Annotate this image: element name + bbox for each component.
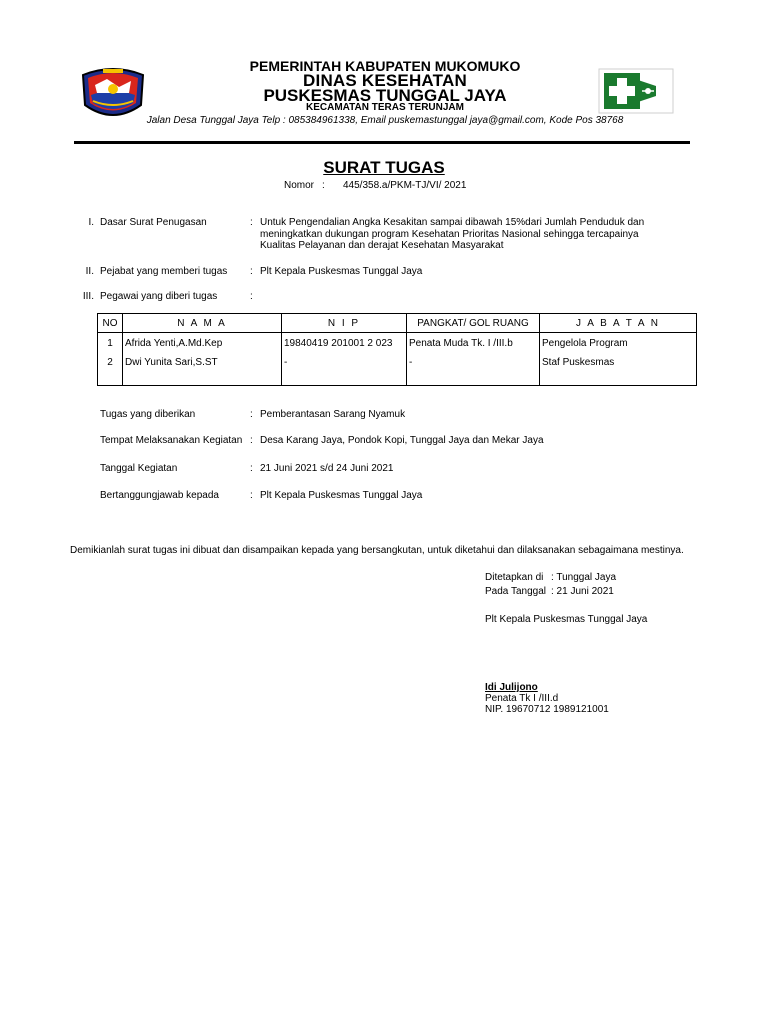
- date-label: Tanggal Kegiatan: [100, 463, 178, 474]
- nomor-colon: :: [322, 180, 325, 191]
- section-1-line-2: meningkatkan dukungan program Kesehatan Prioritas Nasional sehingga tercapainya: [260, 229, 639, 240]
- nomor-value: 445/358.a/PKM-TJ/VI/ 2021: [343, 180, 467, 191]
- table-row: [98, 333, 697, 358]
- nomor-label: Nomor: [284, 180, 315, 191]
- row-1-nip: 19840419 201001 2 023: [282, 333, 407, 358]
- document-title: SURAT TUGAS: [323, 158, 445, 177]
- responsible-label: Bertanggungjawab kepada: [100, 490, 219, 501]
- row-1-nama: Afrida Yenti,A.Md.Kep: [123, 333, 282, 358]
- section-1-line-3: Kualitas Pelayanan dan derajat Kesehatan Masyarakat: [260, 240, 504, 251]
- location-value: Desa Karang Jaya, Pondok Kopi, Tunggal Jaya dan Mekar Jaya: [260, 435, 544, 446]
- row-2-pangkat: -: [407, 357, 540, 386]
- table-row: [98, 357, 697, 386]
- section-2-value: Plt Kepala Puskesmas Tunggal Jaya: [260, 266, 423, 277]
- row-2-nama: Dwi Yunita Sari,S.ST: [123, 357, 282, 386]
- regency-emblem-icon: [79, 65, 147, 121]
- section-3-label: Pegawai yang diberi tugas: [100, 291, 218, 302]
- date-value: 21 Juni 2021 s/d 24 Juni 2021: [260, 463, 394, 474]
- section-2-label: Pejabat yang memberi tugas: [100, 266, 228, 277]
- section-3-colon: :: [250, 291, 253, 302]
- tanggal-value: : 21 Juni 2021: [551, 586, 614, 597]
- signatory-position: Plt Kepala Puskesmas Tunggal Jaya: [485, 614, 648, 625]
- section-1-label: Dasar Surat Penugasan: [100, 217, 207, 228]
- ditetapkan-value: : Tunggal Jaya: [551, 572, 617, 583]
- table-header-row: [98, 314, 697, 333]
- section-1-number: I.: [88, 217, 94, 228]
- row-2-no: 2: [98, 357, 123, 386]
- col-nama: N A M A: [123, 314, 282, 333]
- agency-name: DINAS KESEHATAN: [303, 71, 467, 90]
- section-1-line-1: Untuk Pengendalian Angka Kesakitan sampai dibawah 15%dari Jumlah Penduduk dan: [260, 217, 645, 228]
- col-pangkat: PANGKAT/ GOL RUANG: [407, 314, 540, 333]
- responsible-colon: :: [250, 490, 253, 501]
- ditetapkan-label: Ditetapkan di: [485, 572, 544, 583]
- location-colon: :: [250, 435, 253, 446]
- section-1-colon: :: [250, 217, 253, 228]
- task-label: Tugas yang diberikan: [100, 409, 196, 420]
- section-2-number: II.: [85, 266, 94, 277]
- col-jabatan: J A B A T A N: [540, 314, 697, 333]
- row-2-jabatan: Staf Puskesmas: [540, 357, 697, 386]
- address-line: Jalan Desa Tunggal Jaya Telp : 085384961338, Email puskemastunggal jaya@gmail.com, Kode Pos 38768: [146, 115, 624, 126]
- employee-table: [97, 313, 697, 386]
- col-no: NO: [98, 314, 123, 333]
- header-divider: [74, 141, 690, 144]
- task-value: Pemberantasan Sarang Nyamuk: [260, 409, 406, 420]
- district-name: KECAMATAN TERAS TERUNJAM: [306, 102, 464, 113]
- section-3-number: III.: [82, 291, 94, 302]
- date-colon: :: [250, 463, 253, 474]
- row-1-no: 1: [98, 333, 123, 358]
- col-nip: N I P: [282, 314, 407, 333]
- responsible-value: Plt Kepala Puskesmas Tunggal Jaya: [260, 490, 423, 501]
- task-colon: :: [250, 409, 253, 420]
- section-2-colon: :: [250, 266, 253, 277]
- government-name: PEMERINTAH KABUPATEN MUKOMUKO: [249, 58, 521, 74]
- closing-statement: Demikianlah surat tugas ini dibuat dan disampaikan kepada yang bersangkutan, untuk diketahui dan dilaksanakan sebagaimana mestinya.: [70, 545, 684, 556]
- row-1-jabatan: Pengelola Program: [540, 333, 697, 358]
- tanggal-label: Pada Tanggal: [485, 586, 546, 597]
- row-1-pangkat: Penata Muda Tk. I /III.b: [407, 333, 540, 358]
- puskesmas-name: PUSKESMAS TUNGGAL JAYA: [263, 86, 507, 105]
- signatory-name: Idi Julijono: [485, 682, 538, 693]
- signatory-nip: NIP. 19670712 1989121001: [485, 704, 609, 715]
- row-2-nip: -: [282, 357, 407, 386]
- signatory-rank: Penata Tk I /III.d: [485, 693, 559, 704]
- location-label: Tempat Melaksanakan Kegiatan: [100, 435, 243, 446]
